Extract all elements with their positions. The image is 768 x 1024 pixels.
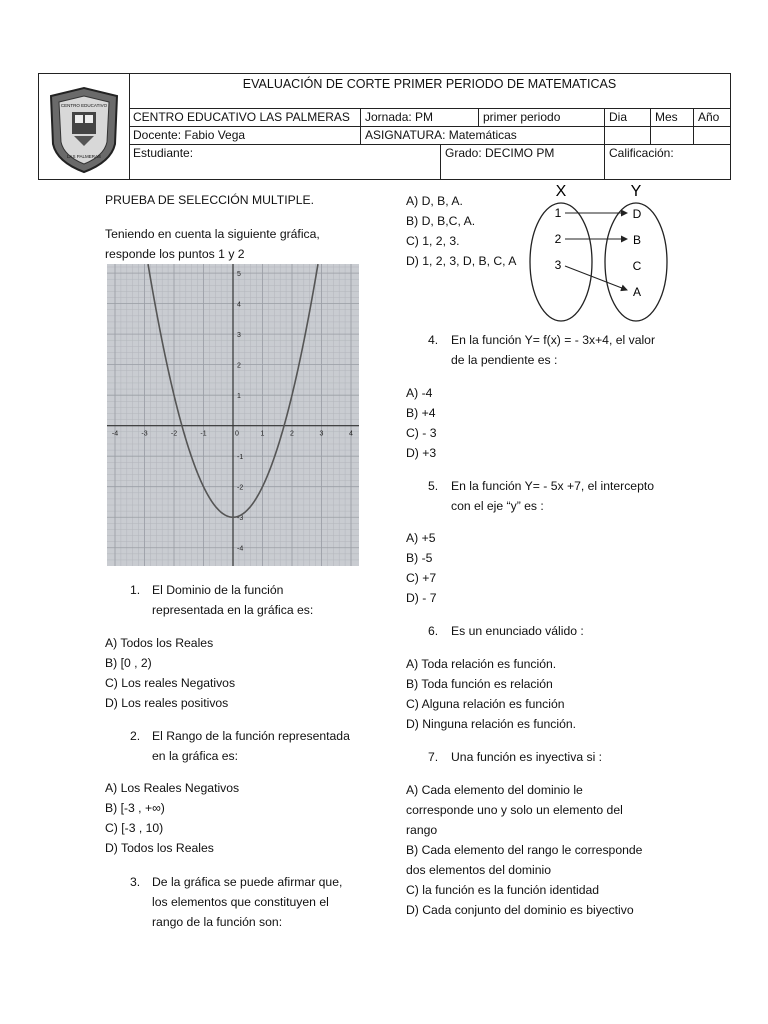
- q2-option-b[interactable]: B) [-3 , +∞): [105, 801, 165, 815]
- header-title-row: [129, 74, 730, 109]
- codomain-element-b: B: [632, 233, 642, 247]
- anio-value: [694, 126, 732, 144]
- q2-option-c[interactable]: C) [-3 , 10): [105, 821, 164, 835]
- x-tick-label: 4: [349, 430, 353, 438]
- header-row-school: [129, 108, 730, 127]
- codomain-element-c: C: [632, 259, 642, 273]
- y-tick-label: -1: [237, 454, 244, 462]
- question-4-text-line-1: En la función Y= f(x) = - 3x+4, el valor: [451, 333, 656, 347]
- question-1-text-line-1: El Dominio de la función: [152, 583, 284, 597]
- grado: Grado: DECIMO PM: [441, 144, 605, 179]
- q5-option-c[interactable]: C) +7: [406, 571, 437, 585]
- school-name: CENTRO EDUCATIVO LAS PALMERAS: [129, 108, 361, 126]
- q5-option-a[interactable]: A) +5: [406, 531, 436, 545]
- q7-option-d[interactable]: D) Cada conjunto del dominio es biyectivo: [406, 903, 634, 917]
- y-tick-label: -4: [237, 545, 244, 553]
- exam-title: EVALUACIÓN DE CORTE PRIMER PERIODO DE MATEMATICAS: [242, 77, 617, 91]
- x-tick-label: 3: [319, 430, 324, 438]
- question-5-number: 5.: [428, 479, 439, 493]
- q1-option-d[interactable]: D) Los reales positivos: [105, 696, 229, 710]
- header-row-estudiante: [129, 144, 730, 179]
- question-6-text-line-1: Es un enunciado válido :: [451, 624, 584, 638]
- question-3-text-line-1: De la gráfica se puede afirmar que,: [152, 875, 343, 889]
- header-row-docente: [129, 126, 730, 145]
- y-tick-label: -3: [237, 515, 244, 523]
- section-title: PRUEBA DE SELECCIÓN MULTIPLE.: [105, 193, 315, 207]
- question-3-text-line-2: los elementos que constituyen el: [152, 895, 329, 909]
- y-tick-label: 4: [237, 301, 241, 309]
- q6-option-c[interactable]: C) Alguna relación es función: [406, 697, 565, 711]
- parabola-graph: [107, 264, 359, 566]
- mes-value: [651, 126, 694, 144]
- dia-label: Dia: [605, 108, 651, 126]
- q7-option-b-line-1[interactable]: B) Cada elemento del rango le corresponde: [406, 843, 643, 857]
- anio-label: Año: [698, 110, 720, 124]
- q3-option-a[interactable]: A) D, B, A.: [406, 194, 463, 208]
- q6-option-d[interactable]: D) Ninguna relación es función.: [406, 717, 577, 731]
- q3-option-b[interactable]: B) D, B,C, A.: [406, 214, 476, 228]
- q7-option-a-line-3: rango: [406, 823, 438, 837]
- domain-element-1: 1: [554, 206, 562, 220]
- q2-option-d[interactable]: D) Todos los Reales: [105, 841, 214, 855]
- domain-element-2: 2: [554, 232, 562, 246]
- q2-option-a[interactable]: A) Los Reales Negativos: [105, 781, 240, 795]
- school-crest-logo: [39, 74, 129, 179]
- q4-option-c[interactable]: C) - 3: [406, 426, 437, 440]
- q7-option-a-line-2: corresponde uno y solo un elemento del: [406, 803, 623, 817]
- q4-option-a[interactable]: A) -4: [406, 386, 433, 400]
- codomain-element-d: D: [632, 207, 642, 221]
- question-4-number: 4.: [428, 333, 439, 347]
- y-tick-label: 1: [237, 393, 241, 401]
- question-3-text-line-3: rango de la función son:: [152, 915, 283, 929]
- q5-option-b[interactable]: B) -5: [406, 551, 433, 565]
- x-tick-label: -3: [141, 430, 148, 438]
- y-tick-label: -2: [237, 484, 244, 492]
- question-7-text-line-1: Una función es inyectiva si :: [451, 750, 603, 764]
- y-tick-label: 3: [237, 332, 241, 340]
- jornada: Jornada: PM: [361, 108, 479, 126]
- q6-option-a[interactable]: A) Toda relación es función.: [406, 657, 557, 671]
- q3-option-c[interactable]: C) 1, 2, 3.: [406, 234, 460, 248]
- asignatura: ASIGNATURA: Matemáticas: [361, 126, 605, 144]
- intro-line-1: Teniendo en cuenta la siguiente gráfica,: [105, 227, 320, 241]
- question-7-number: 7.: [428, 750, 439, 764]
- question-2-number: 2.: [130, 729, 141, 743]
- x-tick-label: -2: [170, 430, 178, 438]
- svg-text:CENTRO EDUCATIVO: CENTRO EDUCATIVO: [60, 103, 108, 108]
- arrow-3-to-a: [565, 266, 627, 290]
- q1-option-a[interactable]: A) Todos los Reales: [105, 636, 214, 650]
- dia-value: [605, 126, 651, 144]
- x-tick-label: -4: [111, 430, 119, 438]
- question-5-text-line-1: En la función Y= - 5x +7, el intercepto: [451, 479, 655, 493]
- calificacion: Calificación:: [609, 146, 674, 160]
- mapping-x-label: X: [555, 183, 567, 200]
- periodo: primer periodo: [479, 108, 605, 126]
- mapping-diagram: [520, 182, 682, 324]
- question-5-text-line-2: con el eje “y” es :: [451, 499, 544, 513]
- q1-option-b[interactable]: B) [0 , 2): [105, 656, 152, 670]
- estudiante: Estudiante:: [129, 144, 441, 179]
- svg-text:LAS PALMERAS: LAS PALMERAS: [67, 154, 101, 159]
- question-1-number: 1.: [130, 583, 141, 597]
- y-tick-label: 5: [237, 271, 241, 279]
- question-1-text-line-2: representada en la gráfica es:: [152, 603, 314, 617]
- x-tick-label: 2: [290, 430, 294, 438]
- header-table: [38, 73, 731, 180]
- q6-option-b[interactable]: B) Toda función es relación: [406, 677, 553, 691]
- q5-option-d[interactable]: D) - 7: [406, 591, 437, 605]
- question-2-text-line-1: El Rango de la función representada: [152, 729, 350, 743]
- q3-option-d[interactable]: D) 1, 2, 3, D, B, C, A: [406, 254, 517, 268]
- intro-line-2: responde los puntos 1 y 2: [105, 247, 245, 261]
- mes-label: Mes: [651, 108, 694, 126]
- x-tick-label: 0: [235, 430, 239, 438]
- x-tick-label: 1: [260, 430, 265, 438]
- domain-element-3: 3: [554, 258, 562, 272]
- question-3-number: 3.: [130, 875, 141, 889]
- codomain-element-a: A: [632, 285, 642, 299]
- y-tick-label: 2: [237, 362, 241, 370]
- logo-cell: [39, 74, 130, 179]
- mapping-y-label: Y: [630, 183, 642, 200]
- q4-option-d[interactable]: D) +3: [406, 446, 437, 460]
- docente: Docente: Fabio Vega: [129, 126, 361, 144]
- question-6-number: 6.: [428, 624, 439, 638]
- q4-option-b[interactable]: B) +4: [406, 406, 436, 420]
- q7-option-c[interactable]: C) la función es la función identidad: [406, 883, 600, 897]
- q1-option-c[interactable]: C) Los reales Negativos: [105, 676, 236, 690]
- x-tick-label: -1: [200, 430, 207, 438]
- question-2-text-line-2: en la gráfica es:: [152, 749, 239, 763]
- question-4-text-line-2: de la pendiente es :: [451, 353, 558, 367]
- q7-option-b-line-2: dos elementos del dominio: [406, 863, 551, 877]
- q7-option-a-line-1[interactable]: A) Cada elemento del dominio le: [406, 783, 583, 797]
